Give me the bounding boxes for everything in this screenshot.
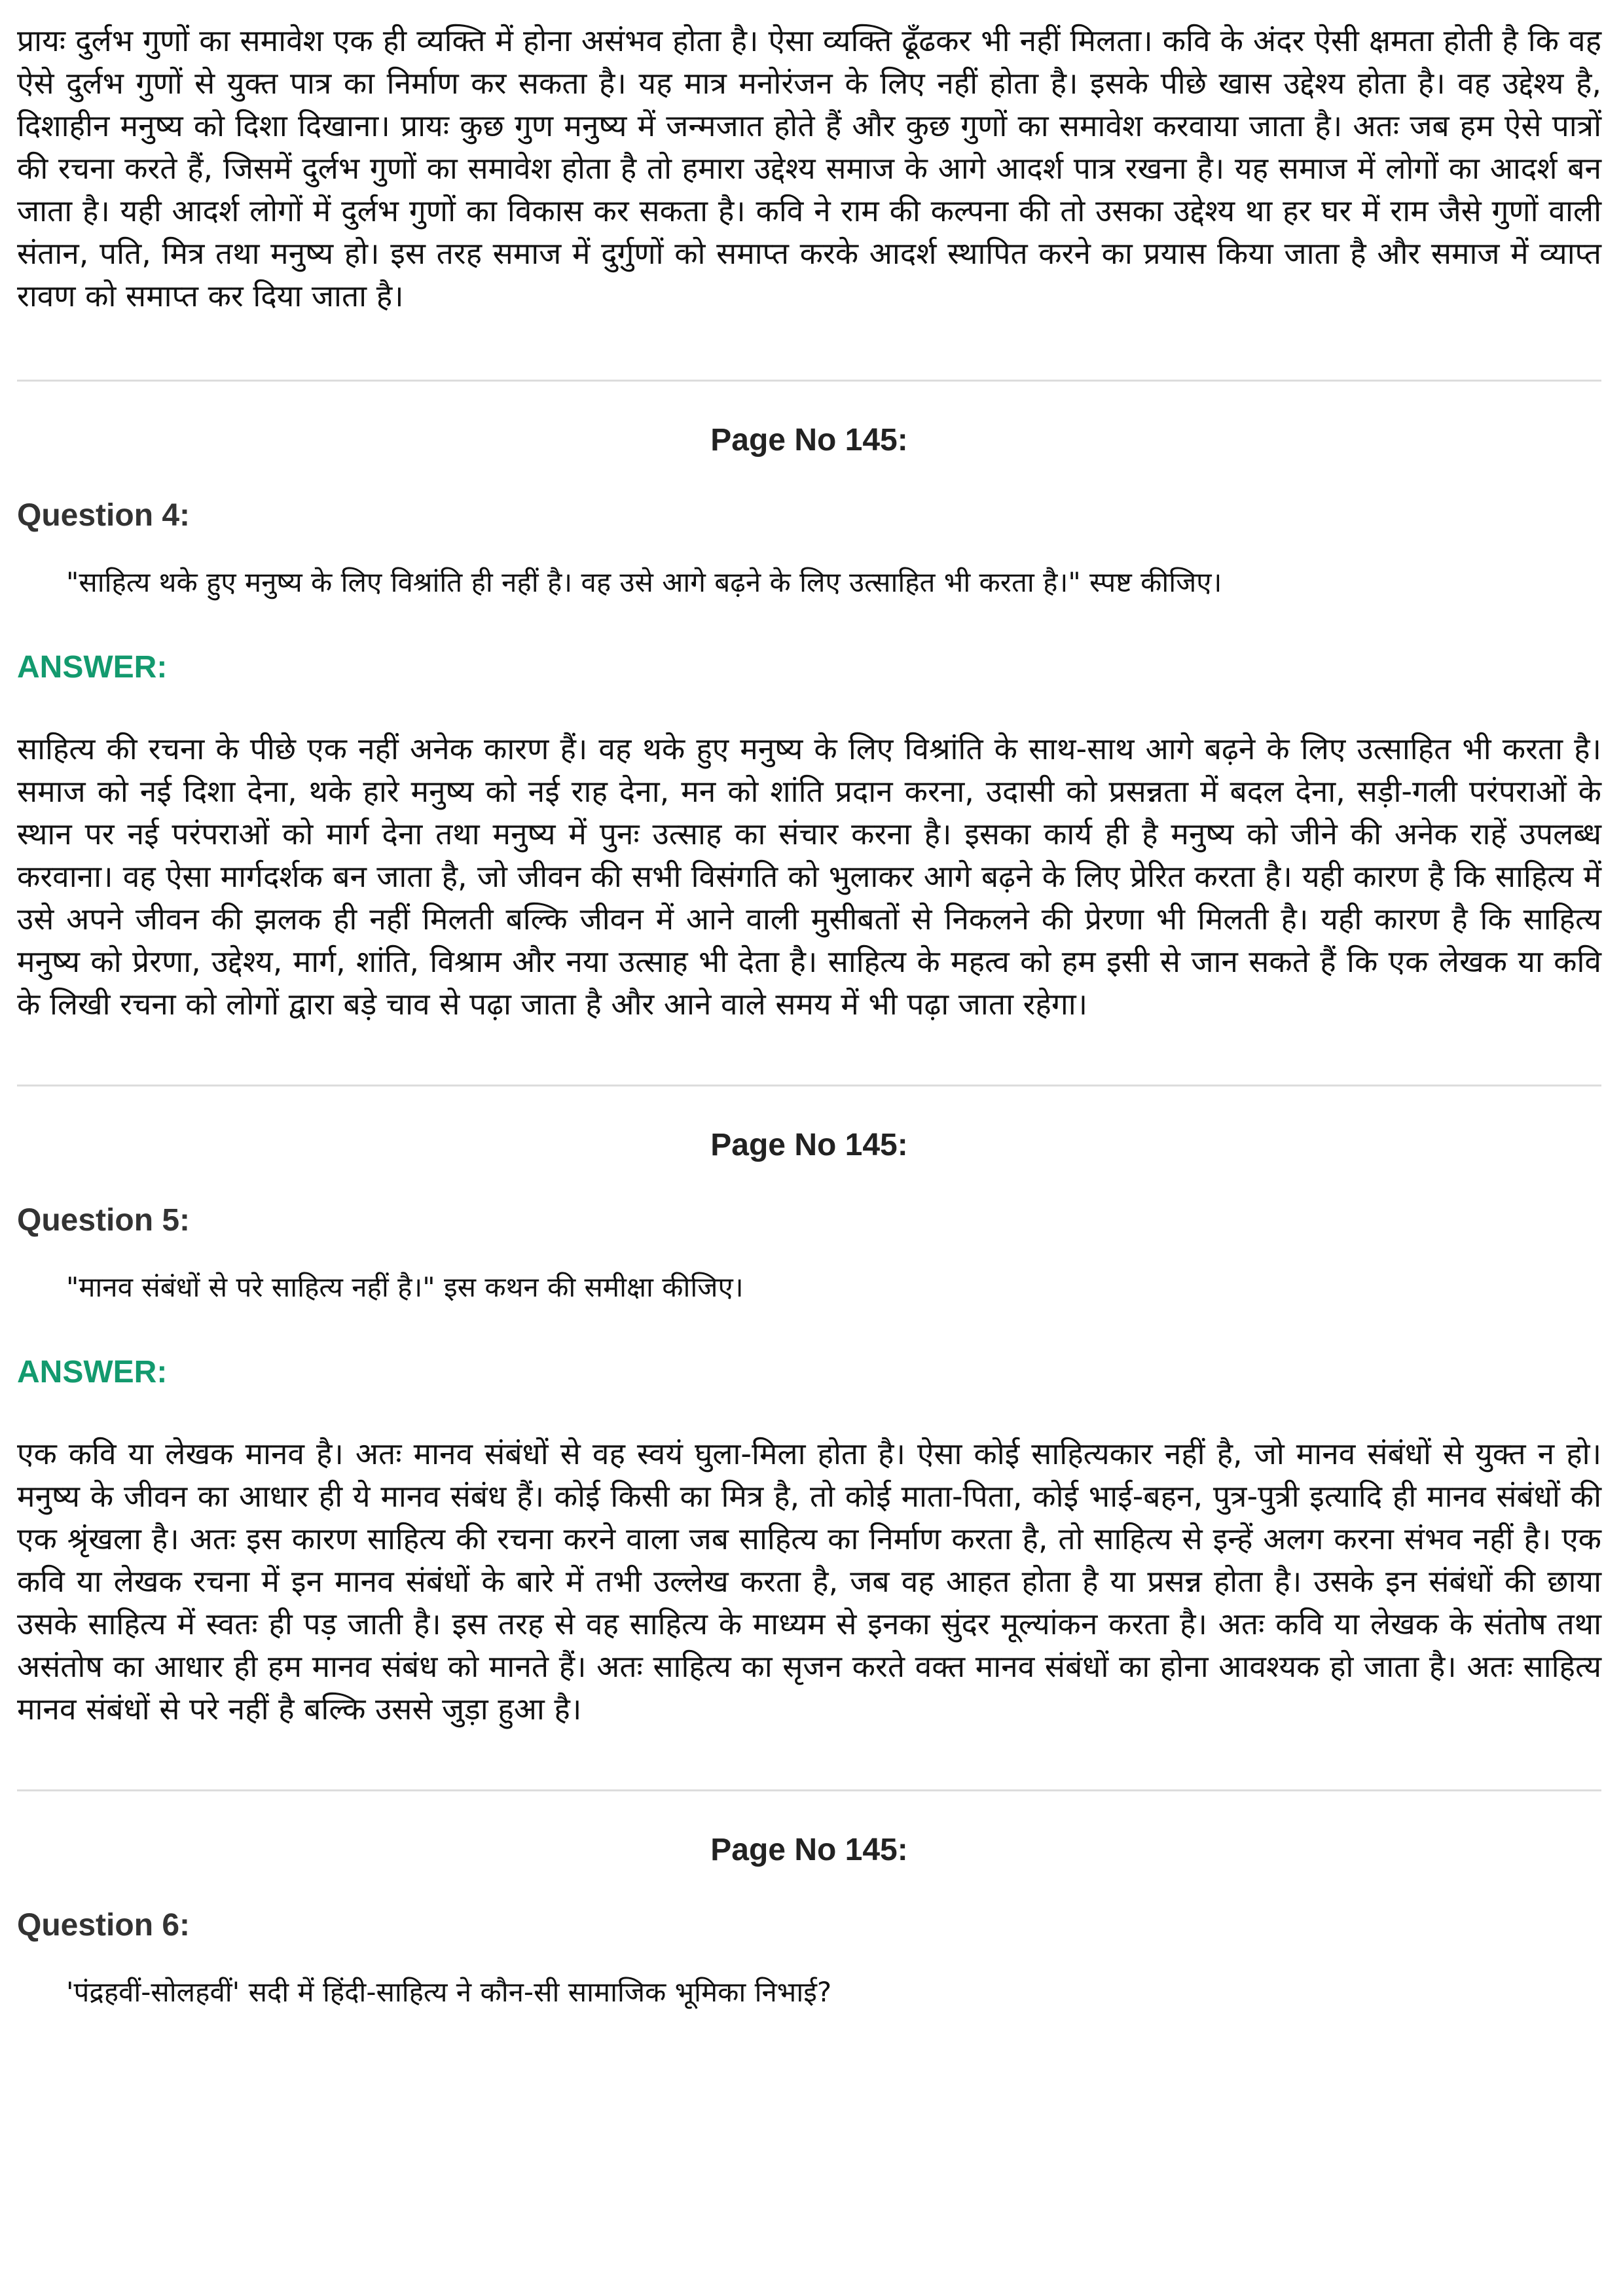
question-label: Question 4: (17, 498, 191, 533)
intro-paragraph: प्रायः दुर्लभ गुणों का समावेश एक ही व्यक्ति में होना असंभव होता है। ऐसा व्यक्ति ढूँढकर भी नहीं मिलता। कवि के अंदर ऐसी क्षमता होती है कि वह ऐसे दुर्लभ गुणों से युक्त पात्र का निर्माण कर सकता है। यह मात्र मनोरंजन के लिए नहीं होता है। इसके पीछे खास उद्देश्य होता है। वह उद्देश्य है, दिशाहीन मनुष्य को दिशा दिखाना। प्रायः कुछ गुण मनुष्य में जन्मजात होते हैं और कुछ गुणों का समावेश करवाया जाता है। अतः जब हम ऐसे पात्रों की रचना करते हैं, जिसमें दुर्लभ गुणों का समावेश होता है तो हमारा उद्देश्य समाज के आगे आदर्श पात्र रखना है। यह समाज में लोगों का आदर्श बन जाता है। यही आदर्श लोगों में दुर्लभ गुणों का विकास कर सकता है। कवि ने राम की कल्पना की तो उसका उद्देश्य था हर घर में राम जैसे गुणों वाली संतान, पति, मित्र तथा मनुष्य हो। इस तरह समाज में दुर्गुणों को समाप्त करके आदर्श स्थापित करने का प्रयास किया जाता है और समाज में व्याप्त रावण को समाप्त कर दिया जाता है। (17, 23, 1601, 314)
page-number-heading: Page No 145: (710, 1833, 908, 1867)
section-divider (17, 1085, 1601, 1086)
answer-label: ANSWER: (17, 1355, 168, 1390)
question-text: 'पंद्रहवीं-सोलहवीं' सदी में हिंदी-साहित्य ने कौन-सी सामाजिक भूमिका निभाई? (66, 1976, 832, 2008)
page-number-heading: Page No 145: (710, 423, 908, 457)
answer-label: ANSWER: (17, 650, 168, 685)
question-label: Question 5: (17, 1203, 191, 1238)
section-divider (17, 1789, 1601, 1791)
question-text: "मानव संबंधों से परे साहित्य नहीं है।" इस कथन की समीक्षा कीजिए। (66, 1271, 744, 1303)
question-text: "साहित्य थके हुए मनुष्य के लिए विश्रांति ही नहीं है। वह उसे आगे बढ़ने के लिए उत्साहित भी करता है।" स्पष्ट कीजिए। (66, 566, 1222, 598)
page-number-heading: Page No 145: (710, 1128, 908, 1162)
answer-text: एक कवि या लेखक मानव है। अतः मानव संबंधों से वह स्वयं घुला-मिला होता है। ऐसा कोई साहित्यकार नहीं है, जो मानव संबंधों से युक्त न हो। मनुष्य के जीवन का आधार ही ये मानव संबंध हैं। कोई किसी का मित्र है, तो कोई माता-पिता, कोई भाई-बहन, पुत्र-पुत्री इत्यादि ही मानव संबंधों की एक श्रृंखला है। अतः इस कारण साहित्य की रचना करने वाला जब साहित्य का निर्माण करता है, तो साहित्य से इन्हें अलग करना संभव नहीं है। एक कवि या लेखक रचना में इन मानव संबंधों के बारे में तभी उल्लेख करता है, जब वह आहत होता है या प्रसन्न होता है। उसके इन संबंधों की छाया उसके साहित्य में स्वतः ही पड़ जाती है। इस तरह से वह साहित्य के माध्यम से इनका सुंदर मूल्यांकन करता है। अतः कवि या लेखक के संतोष तथा असंतोष का आधार ही हम मानव संबंध को मानते हैं। अतः साहित्य का सृजन करते वक्त मानव संबंधों का होना आवश्यक हो जाता है। अतः साहित्य मानव संबंधों से परे नहीं है बल्कि उससे जुड़ा हुआ है। (17, 1436, 1601, 1727)
section-divider (17, 380, 1601, 382)
question-label: Question 6: (17, 1908, 191, 1943)
answer-text: साहित्य की रचना के पीछे एक नहीं अनेक कारण हैं। वह थके हुए मनुष्य के लिए विश्रांति के साथ-साथ आगे बढ़ने के लिए उत्साहित भी करता है। समाज को नई दिशा देना, थके हारे मनुष्य को नई राह देना, मन को शांति प्रदान करना, उदासी को प्रसन्नता में बदल देना, सड़ी-गली परंपराओं के स्थान पर नई परंपराओं को मार्ग देना तथा मनुष्य में पुनः उत्साह का संचार करना है। इसका कार्य ही है मनुष्य को जीने की अनेक राहें उपलब्ध करवाना। वह ऐसा मार्गदर्शक बन जाता है, जो जीवन की सभी विसंगति को भुलाकर आगे बढ़ने के लिए प्रेरित करता है। यही कारण है कि साहित्य में उसे अपने जीवन की झलक ही नहीं मिलती बल्कि जीवन में आने वाली मुसीबतों से निकलने की प्रेरणा भी मिलती है। यही कारण है कि साहित्य मनुष्य को प्रेरणा, उद्देश्य, मार्ग, शांति, विश्राम और नया उत्साह भी देता है। साहित्य के महत्व को हम इसी से जान सकते हैं कि एक लेखक या कवि के लिखी रचना को लोगों द्वारा बड़े चाव से पढ़ा जाता है और आने वाले समय में भी पढ़ा जाता रहेगा। (17, 731, 1601, 1022)
document-page (17, 20, 1601, 2012)
